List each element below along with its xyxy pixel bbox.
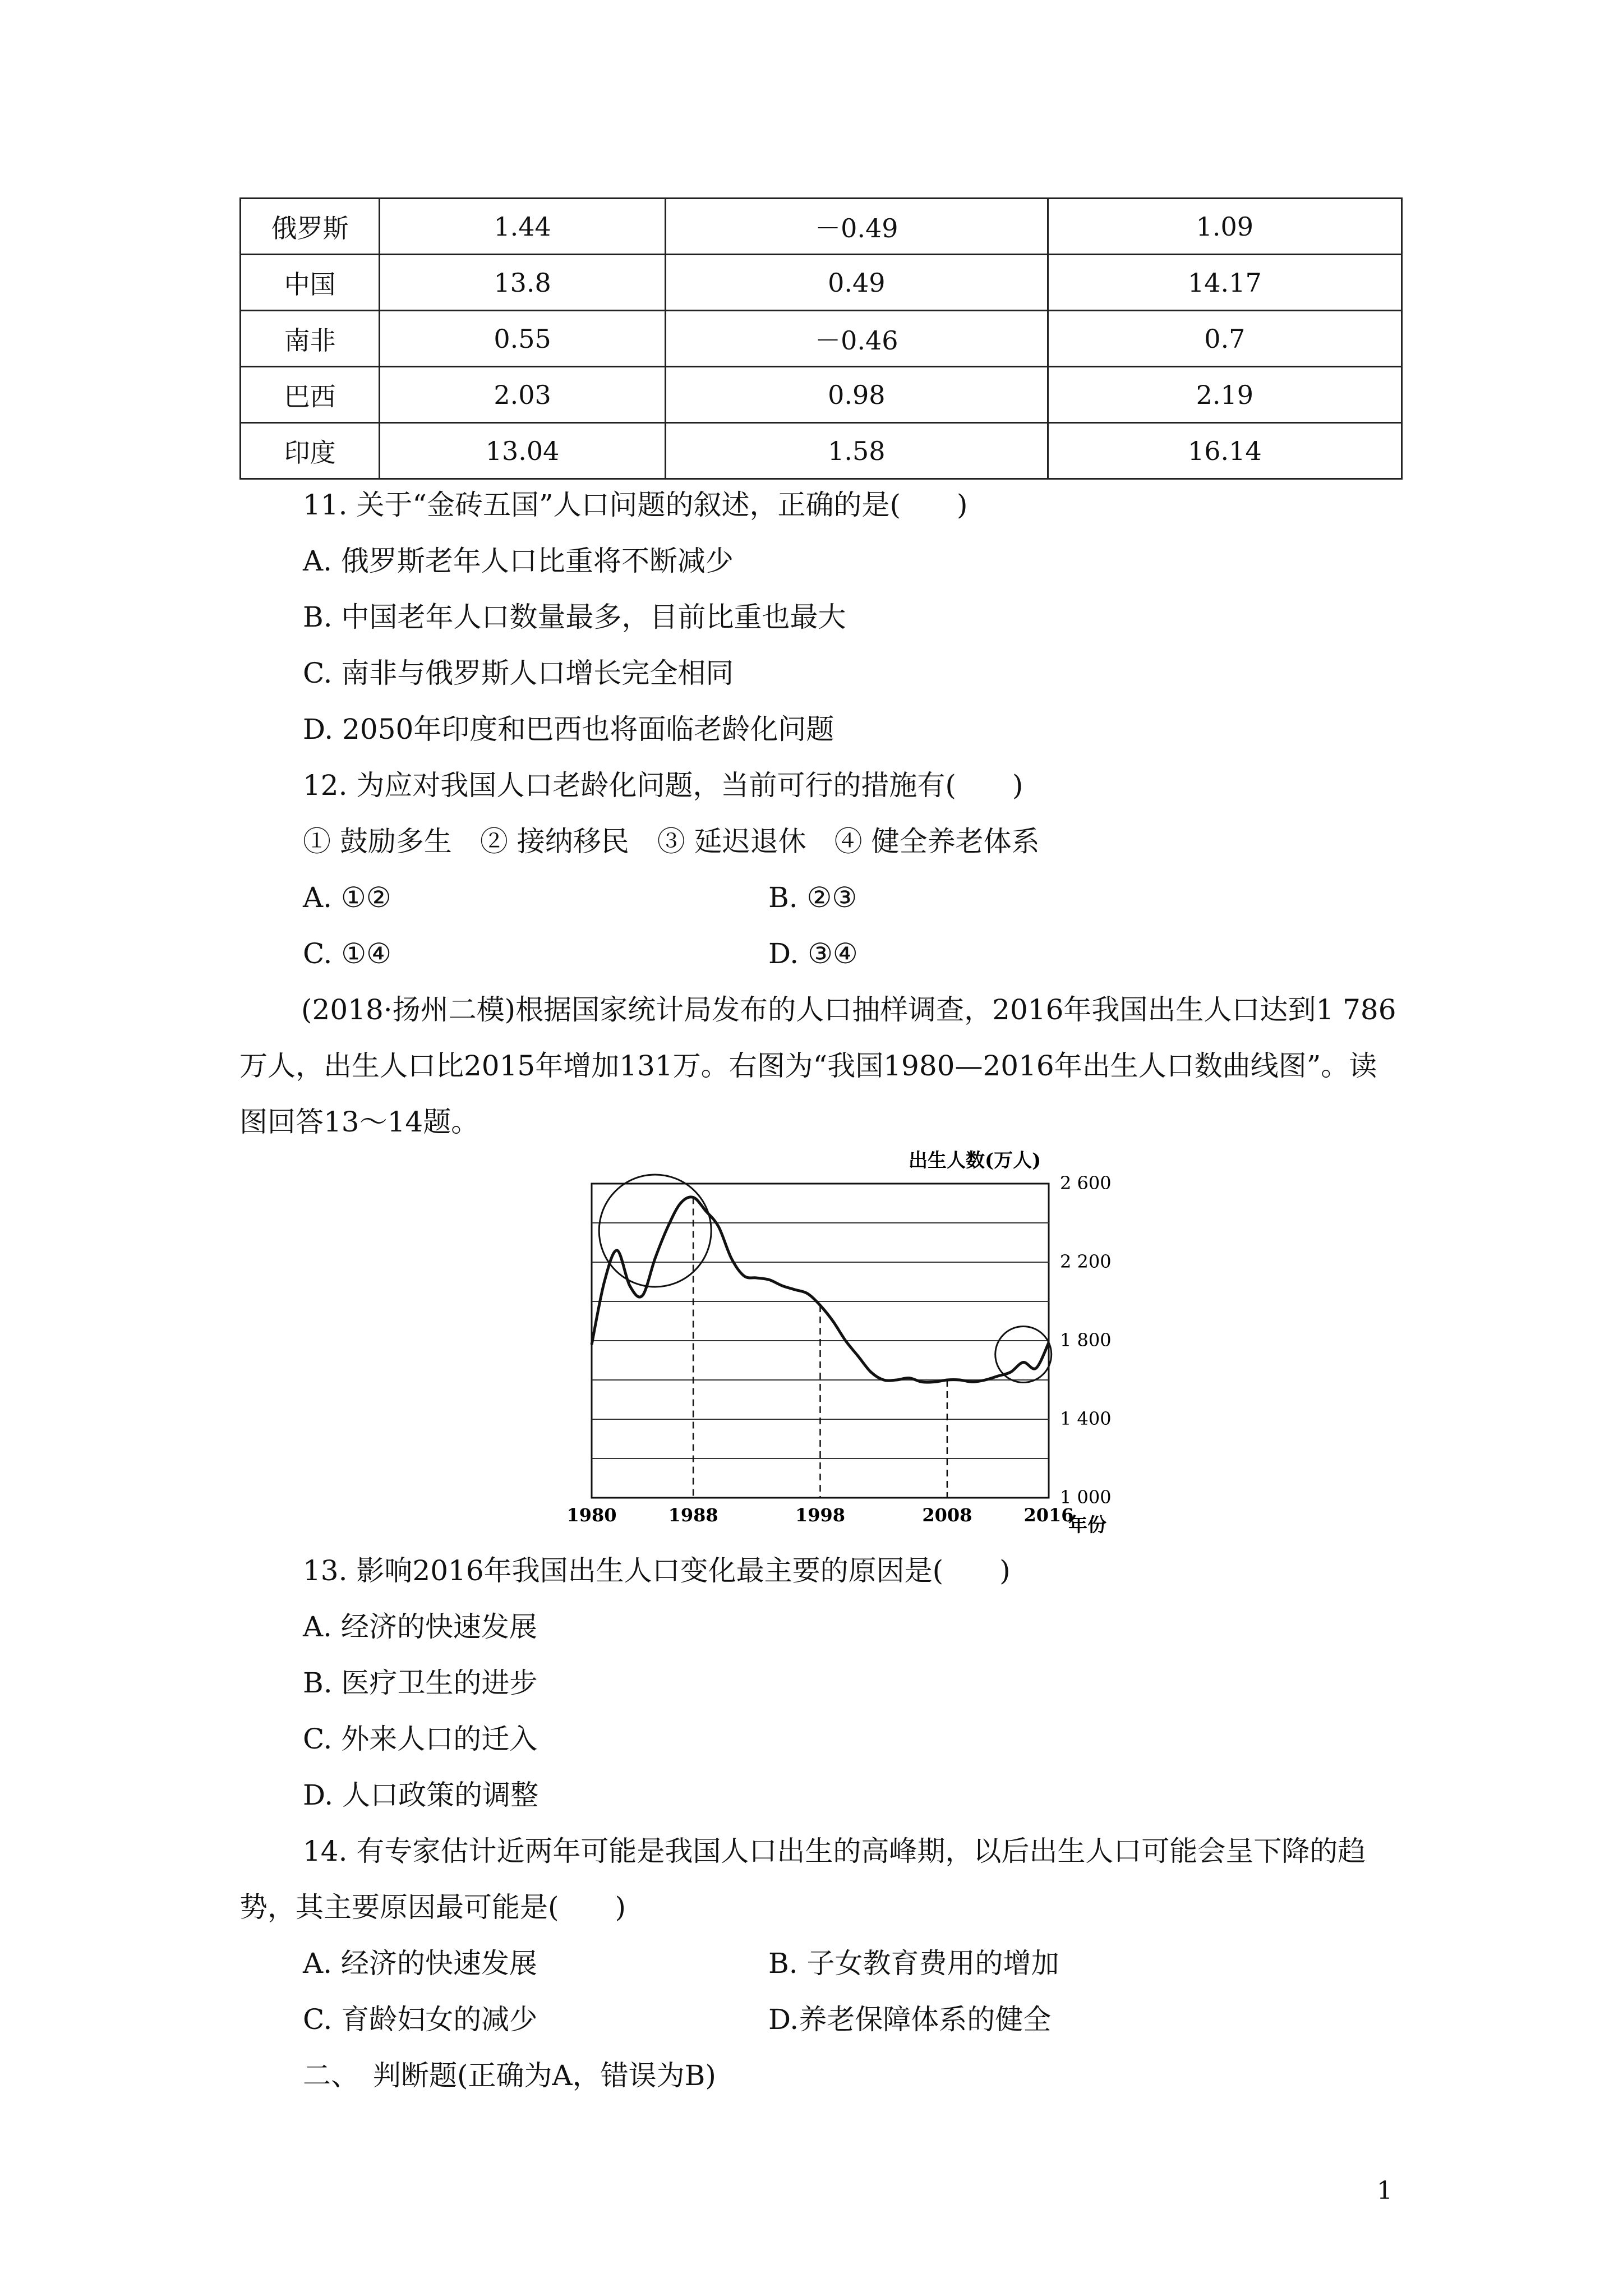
table-cell: 0.7 [1048,311,1401,367]
table-cell: 14.17 [1048,255,1401,311]
q14-option-c: C. 育龄妇女的减少 [303,2003,538,2036]
table-row [241,199,1402,255]
q14-option-d: D.养老保障体系的健全 [768,2003,1052,2036]
table-cell: 南非 [241,311,380,367]
x-axis-label: 年份 [1068,1514,1106,1536]
table-cell: 2.19 [1048,367,1401,423]
x-tick-label: 2016 [1023,1504,1074,1526]
q11-option-b: B. 中国老年人口数量最多，目前比重也最大 [303,601,846,633]
y-tick-label: 1 800 [1060,1329,1112,1351]
table-cell: 0.98 [665,367,1048,423]
intro-paragraph: (2018·扬州二模)根据国家统计局发布的人口抽样调查，2016年我国出生人口达到1 786万人，出生人口比2015年增加131万。右图为“我国1980—2016年出生人口数曲线图”。读图回答13～14题。 [239,993,1396,1138]
table-row [241,367,1402,423]
q12-option-b: B. ②③ [768,881,857,914]
table-row [241,311,1402,367]
birth-population-chart [555,1144,1144,1537]
q14-stem-line1: 14. 有专家估计近两年可能是我国人口出生的高峰期，以后出生人口可能会呈下降的趋 [303,1835,1366,1867]
y-tick-label: 1 400 [1060,1408,1112,1429]
table-cell: 0.55 [380,311,666,367]
x-tick-label: 1988 [668,1504,718,1526]
y-axis-label: 出生人数(万人) [909,1149,1041,1172]
q13-stem: 13. 影响2016年我国出生人口变化最主要的原因是( ) [303,1554,1011,1587]
q11-option-c: C. 南非与俄罗斯人口增长完全相同 [303,657,734,689]
highlight-circle [599,1175,711,1287]
q13-option-c: C. 外来人口的迁入 [303,1723,538,1755]
page-number: 1 [1377,2177,1393,2205]
x-tick-label: 1980 [566,1504,617,1526]
table-row [241,423,1402,479]
q12-option-a: A. ①② [303,881,391,914]
q11-option-d: D. 2050年印度和巴西也将面临老龄化问题 [303,713,834,746]
x-tick-label: 2008 [922,1504,972,1526]
table-cell: 中国 [241,255,380,311]
q12-items: ① 鼓励多生 ② 接纳移民 ③ 延迟退休 ④ 健全养老体系 [303,825,1040,858]
q12-option-d: D. ③④ [768,937,858,970]
y-tick-label: 1 000 [1060,1487,1112,1508]
table-cell: －0.49 [665,199,1048,255]
q13-option-d: D. 人口政策的调整 [303,1779,539,1811]
q14-option-a: A. 经济的快速发展 [303,1947,537,1980]
y-tick-label: 2 600 [1060,1172,1112,1194]
q11-stem: 11. 关于“金砖五国”人口问题的叙述，正确的是( ) [303,489,968,521]
table-cell: 1.44 [380,199,666,255]
table-row [241,255,1402,311]
x-tick-label: 1998 [795,1504,846,1526]
table-cell: 2.03 [380,367,666,423]
table-cell: 0.49 [665,255,1048,311]
q14-stem-line2: 势，其主要原因最可能是( ) [239,1891,626,1924]
table-cell: 16.14 [1048,423,1401,479]
section-2-heading: 二、 判断题(正确为A，错误为B) [303,2059,716,2092]
table-cell: 印度 [241,423,380,479]
table-cell: 俄罗斯 [241,199,380,255]
table-cell: －0.46 [665,311,1048,367]
q14-option-b: B. 子女教育费用的增加 [768,1947,1059,1980]
table-cell: 巴西 [241,367,380,423]
data-table [239,197,1403,480]
q12-stem: 12. 为应对我国人口老龄化问题，当前可行的措施有( ) [303,769,1023,802]
table-cell: 13.04 [380,423,666,479]
q11-option-a: A. 俄罗斯老年人口比重将不断减少 [303,545,734,577]
q13-option-b: B. 医疗卫生的进步 [303,1667,538,1699]
q12-option-c: C. ①④ [303,937,391,970]
table-cell: 1.58 [665,423,1048,479]
table-cell: 1.09 [1048,199,1401,255]
q13-option-a: A. 经济的快速发展 [303,1611,537,1643]
y-tick-label: 2 200 [1060,1251,1112,1272]
table-cell: 13.8 [380,255,666,311]
